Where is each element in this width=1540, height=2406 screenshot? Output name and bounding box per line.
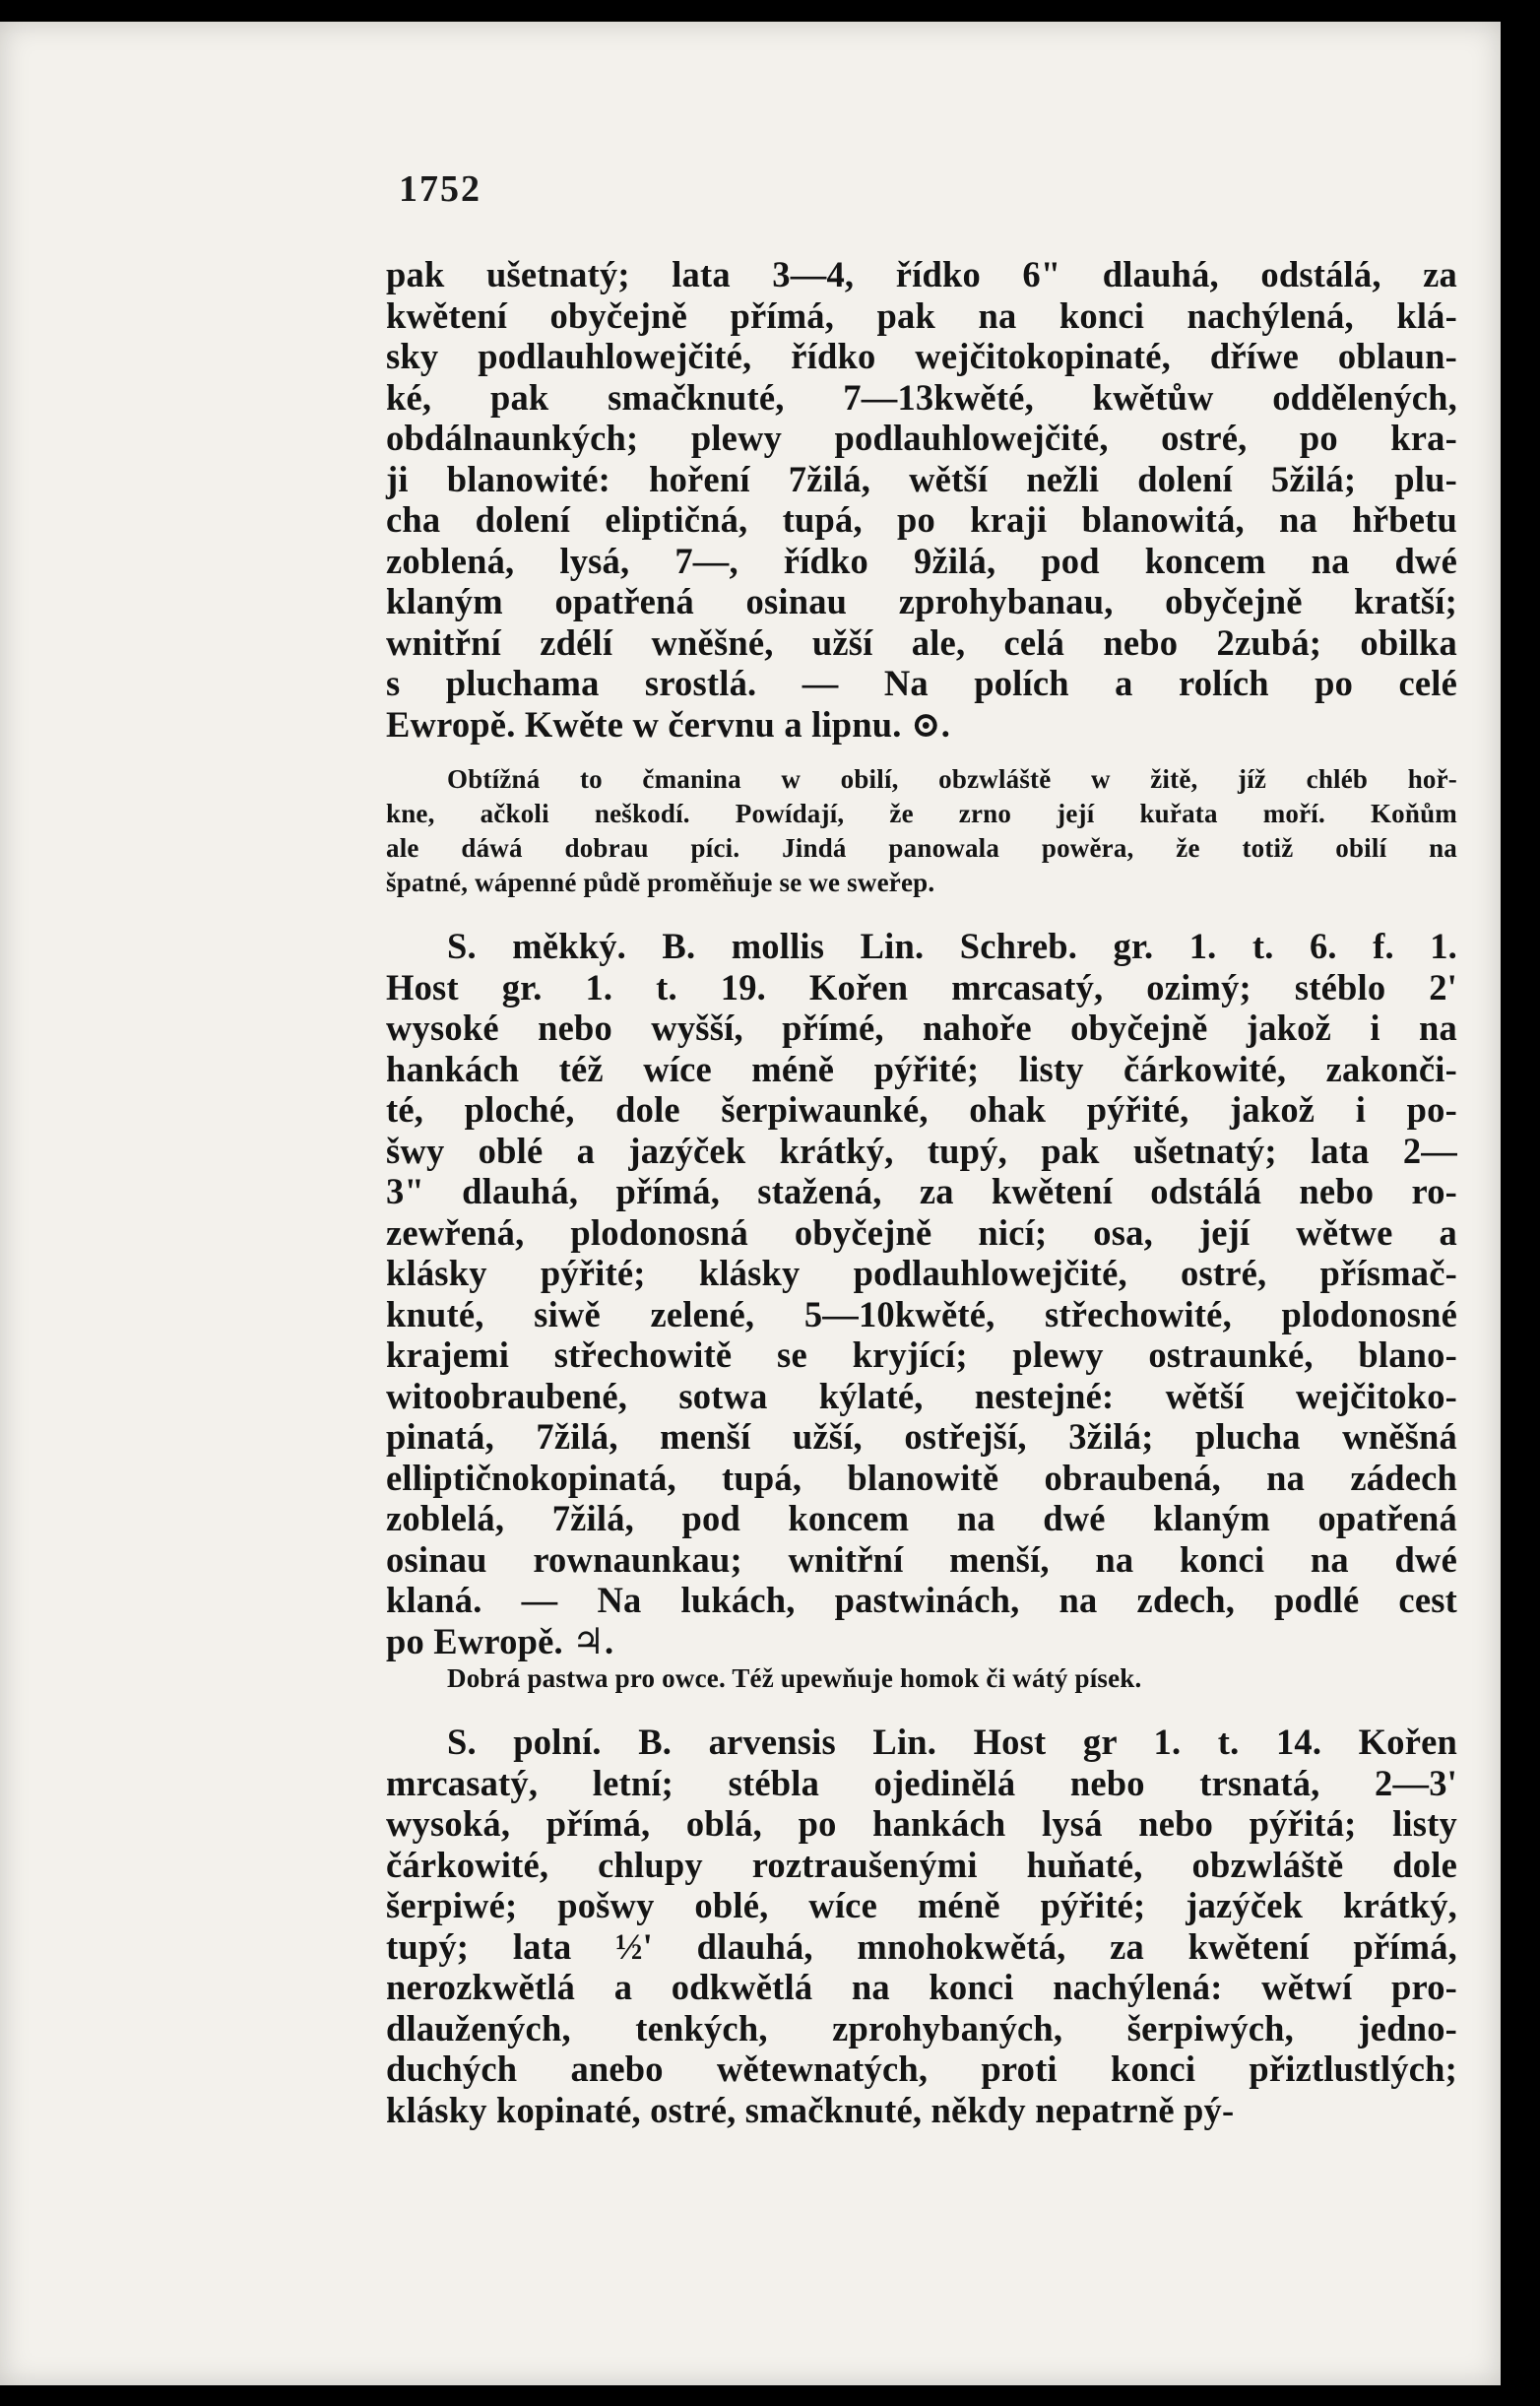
text-line: zewřená, plodonosná obyčejně nicí; osa, její wětwe a [386, 1211, 1457, 1253]
text-line: Ewropě. Kwěte w červnu a lipnu. ⊙. [386, 703, 951, 745]
text-line: klásky pýřité; klásky podlauhlowejčité, ostré, přísmač- [386, 1253, 1457, 1293]
text-line: dlaužených, tenkých, zprohybaných, šerpiwých, jedno- [386, 2007, 1457, 2048]
note-2 [386, 1661, 1457, 1696]
book-page [0, 22, 1501, 2385]
text-line: duchých anebo wětewnatých, proti konci přiztlustlých; [386, 2048, 1457, 2089]
text-line: obdálnaunkých; plewy podlauhlowejčité, ostré, po kra- [386, 418, 1457, 458]
text-line: pak ušetnatý; lata 3—4, řídko 6" dlauhá, odstálá, za [386, 254, 1457, 294]
text-line: po Ewropě. ♃. [386, 1620, 614, 1661]
paragraph-2 [386, 926, 1457, 1661]
paragraph-1 [386, 254, 1457, 745]
text-line: pinatá, 7žilá, menší užší, ostřejší, 3žilá; plucha wněšná [386, 1416, 1457, 1457]
text-line: S. měkký. B. mollis Lin. Schreb. gr. 1. t. 6. f. 1. [447, 926, 1457, 966]
text-line: krajemi střechowitě se kryjící; plewy ostraunké, blano- [386, 1334, 1457, 1375]
text-line: kwětení obyčejně přímá, pak na konci nachýlená, klá- [386, 294, 1457, 336]
text-line: té, ploché, dole šerpiwaunké, ohak pýřité, jakož i po- [386, 1089, 1457, 1130]
text-line: Dobrá pastwa pro owce. Též upewňuje homok či wátý písek. [447, 1663, 1142, 1693]
text-line: 3" dlauhá, přímá, stažená, za kwětení odstálá nebo ro- [386, 1171, 1457, 1211]
text-line: tupý; lata ½' dlauhá, mnohokwětá, za kwětení přímá, [386, 1925, 1457, 1967]
text-line: mrcasatý, letní; stébla ojedinělá nebo trsnatá, 2—3' [386, 1762, 1457, 1803]
text-line: knuté, siwě zelené, 5—10kwěté, střechowité, plodonosné [386, 1293, 1457, 1334]
text-line: Obtížná to čmanina w obilí, obzwláště w žitě, jíž chléb hoř- [447, 764, 1457, 794]
scan-edge [1501, 0, 1540, 2406]
text-block [386, 254, 1457, 2130]
text-line: ale dáwá dobrau píci. Jindá panowala powěra, že totiž obilí na [386, 833, 1457, 863]
text-line: zoblená, lysá, 7—, řídko 9žilá, pod koncem na dwé [386, 540, 1457, 581]
text-line: klásky kopinaté, ostré, smačknuté, někdy nepatrně pý- [386, 2089, 1235, 2130]
paragraph-3 [386, 1722, 1457, 2130]
text-line: nerozkwětlá a odkwětlá na konci nachýlená: wětwí pro- [386, 1967, 1457, 2007]
text-line: cha dolení eliptičná, tupá, po kraji blanowitá, na hřbetu [386, 499, 1457, 540]
text-line: hankách též wíce méně pýřité; listy čárkowité, zakonči- [386, 1048, 1457, 1089]
text-line: ji blanowité: hoření 7žilá, wětší nežli dolení 5žilá; plu- [386, 458, 1457, 499]
text-line: šwy oblé a jazýček krátký, tupý, pak ušetnatý; lata 2— [386, 1130, 1457, 1171]
text-line: šerpiwé; pošwy oblé, wíce méně pýřité; jazýček krátký, [386, 1885, 1457, 1925]
text-line: wysoká, přímá, oblá, po hankách lysá nebo pýřitá; listy [386, 1803, 1457, 1844]
text-line: s pluchama srostlá. — Na polích a rolích po celé [386, 663, 1457, 703]
text-line: S. polní. B. arvensis Lin. Host gr 1. t. 14. Kořen [447, 1722, 1457, 1762]
text-line: Host gr. 1. t. 19. Kořen mrcasatý, ozimý; stéblo 2' [386, 966, 1457, 1008]
text-line: zoblelá, 7žilá, pod koncem na dwé klaným opatřená [386, 1498, 1457, 1538]
text-line: witoobraubené, sotwa kýlaté, nestejné: wětší wejčitoko- [386, 1375, 1457, 1416]
text-line: klaná. — Na lukách, pastwinách, na zdech, podlé cest [386, 1580, 1457, 1620]
text-line: čárkowité, chlupy roztraušenými huňaté, obzwláště dole [386, 1844, 1457, 1885]
text-line: sky podlauhlowejčité, řídko wejčitokopinaté, dříwe oblaun- [386, 336, 1457, 376]
text-line: elliptičnokopinatá, tupá, blanowitě obraubená, na zádech [386, 1457, 1457, 1498]
text-line: ké, pak smačknuté, 7—13kwěté, kwětůw oddělených, [386, 376, 1457, 418]
page-number: 1752 [399, 168, 481, 210]
text-line: špatné, wápenné půdě proměňuje se we sweřep. [386, 868, 935, 897]
text-line: klaným opatřená osinau zprohybanau, obyčejně kratší; [386, 581, 1457, 621]
text-line: wysoké nebo wyšší, přímé, nahoře obyčejně jakož i na [386, 1008, 1457, 1048]
text-line: kne, ačkoli neškodí. Powídají, že zrno její kuřata moří. Koňům [386, 799, 1457, 828]
text-line: osinau rownaunkau; wnitřní menší, na konci na dwé [386, 1538, 1457, 1580]
note-1 [386, 762, 1457, 900]
text-line: wnitřní zdélí wněšné, užší ale, celá nebo 2zubá; obilka [386, 621, 1457, 663]
